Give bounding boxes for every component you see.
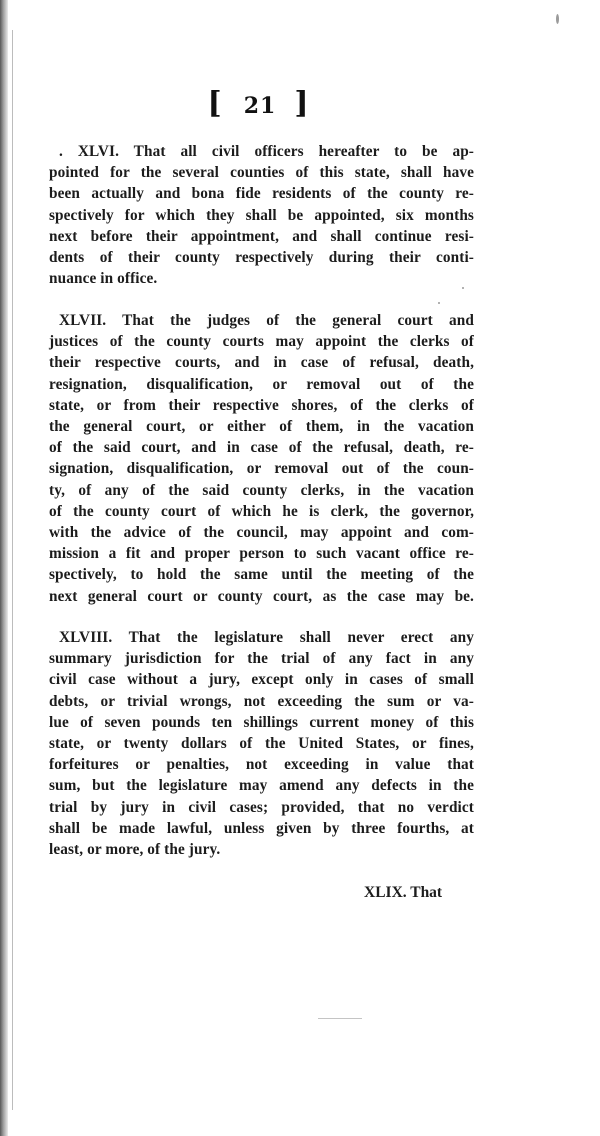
catchword: XLIX. That: [364, 884, 443, 901]
scan-speck: [438, 302, 440, 304]
text-line: spectively, to hold the same until the meeting of the: [49, 566, 474, 584]
text-line: summary jurisdiction for the trial of any fact in any: [49, 650, 474, 668]
text-line: XLVII. That the judges of the general court and: [59, 312, 474, 329]
text-line: ty, of any of the said county clerks, in the vacation: [49, 481, 474, 499]
text-line: their respective courts, and in case of refusal, death,: [49, 354, 474, 372]
text-line: XLVIII. That the legislature shall never erect any: [59, 629, 474, 646]
text-line: with the advice of the council, may appoint and com-: [49, 524, 474, 542]
text-line: least, or more, of the jury.: [49, 841, 221, 859]
text-line: justices of the county courts may appoint the clerks of: [49, 333, 474, 351]
scan-speck: [318, 1018, 362, 1019]
page-number: 21: [243, 93, 277, 119]
text-line: trial by jury in civil cases; provided, that no verdict: [49, 798, 474, 816]
text-line: mission a fit and proper person to such vacant office re-: [49, 545, 474, 563]
scan-gutter-line: [12, 30, 13, 1110]
text-line: pointed for the several counties of this state, shall have: [49, 164, 474, 182]
text-line: next before their appointment, and shall continue resi-: [49, 227, 474, 245]
text-line: dents of their county respectively during their conti-: [49, 249, 474, 267]
text-line: nuance in office.: [49, 270, 158, 288]
text-line: civil case without a jury, except only in cases of small: [49, 671, 474, 689]
header-left-bracket: [: [207, 86, 226, 121]
header-right-bracket: ]: [294, 86, 313, 121]
text-line: . XLVI. That all civil officers hereafter to be ap-: [59, 143, 474, 160]
scan-speck: [462, 287, 464, 289]
text-line: spectively for which they shall be appointed, six months: [49, 206, 474, 224]
text-line: been actually and bona fide residents of the county re-: [49, 185, 474, 203]
text-line: the general court, or either of them, in the vacation: [49, 418, 474, 436]
article-xlvi: [49, 141, 474, 289]
text-line: next general court or county court, as the case may be.: [49, 587, 474, 605]
text-line: shall be made lawful, unless given by three fourths, at: [49, 819, 474, 837]
text-line: forfeitures or penalties, not exceeding in value that: [49, 756, 474, 774]
text-line: sum, but the legislature may amend any defects in the: [49, 777, 474, 795]
text-line: state, or from their respective shores, of the clerks of: [49, 396, 474, 414]
article-xlvii: [49, 310, 474, 607]
text-line: of the said court, and in case of the refusal, death, re-: [49, 439, 474, 457]
scan-gutter-shadow: [0, 0, 8, 1136]
text-line: debts, or trivial wrongs, not exceeding the sum or va-: [49, 692, 474, 710]
article-xlviii: [49, 627, 474, 860]
page-header: [190, 86, 330, 121]
text-line: resignation, disqualification, or removal out of the: [49, 375, 474, 393]
text-line: lue of seven pounds ten shillings current money of this: [49, 713, 474, 731]
scan-speck: [556, 14, 559, 24]
text-line: state, or twenty dollars of the United States, or fines,: [49, 735, 474, 753]
text-line: signation, disqualification, or removal out of the coun-: [49, 460, 474, 478]
text-line: of the county court of which he is clerk, the governor,: [49, 502, 474, 520]
